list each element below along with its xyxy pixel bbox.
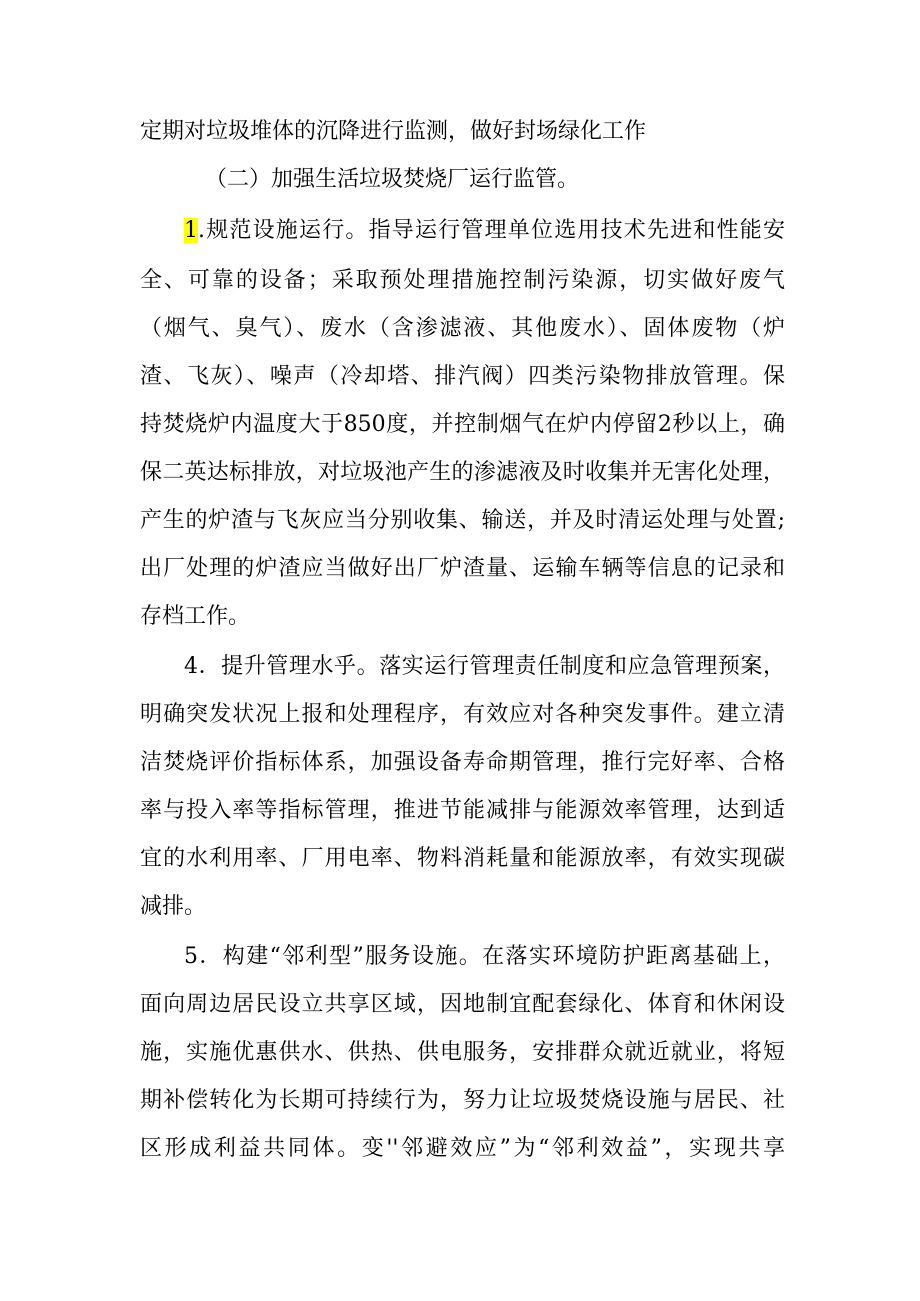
paragraph-line <box>140 748 785 778</box>
heading-text: （二）加强生活垃圾焚烧厂运行监管。 <box>205 167 580 192</box>
paragraph-line <box>140 362 785 392</box>
line-text: 减排。 <box>140 894 207 919</box>
item-1-first-line <box>184 216 785 246</box>
line-text: 出厂处理的炉渣应当做好出厂炉渣量、运输车辆等信息的记录和 <box>140 556 785 581</box>
line-text: 率与投入率等指标管理，推进节能减排与能源效率管理，达到适 <box>140 798 785 823</box>
line-text: 规范设施运行。指导运行管理单位选用技术先进和性能安 <box>205 218 785 243</box>
line-text: 明确突发状况上报和处理程序，有效应对各种突发事件。建立清 <box>140 702 785 727</box>
line-text: 施，实施优惠供水、供热、供电服务，安排群众就近就业，将短 <box>140 1040 785 1065</box>
paragraph-line <box>140 554 785 584</box>
line-text: 面向周边居民设立共享区域，因地制宜配套绿化、体育和休闲设 <box>140 992 785 1017</box>
item-5-first-line <box>184 942 785 972</box>
line-text: 存档工作。 <box>140 604 251 629</box>
paragraph-line <box>140 458 785 488</box>
item-number-period: . <box>198 218 205 243</box>
line-text: 4．提升管理水乎。落实运行管理责任制度和应急管理预案， <box>184 654 785 679</box>
paragraph-line <box>140 602 785 632</box>
line-text: 区形成利益共同体。变''邻避效应”为“邻利效益”，实现共享 <box>140 1136 785 1161</box>
paragraph-line <box>140 796 785 826</box>
paragraph-line <box>140 1134 785 1164</box>
paragraph-line <box>140 844 785 874</box>
line-text: 全、可靠的设备；采取预处理措施控制污染源，切实做好废气 <box>140 268 785 293</box>
highlighted-item-number: 1 <box>184 218 198 243</box>
paragraph-line <box>140 1086 785 1116</box>
paragraph-line <box>140 700 785 730</box>
item-4-first-line <box>184 652 785 682</box>
line-text: 洁焚烧评价指标体系，加强设备寿命期管理，推行完好率、合格 <box>140 750 785 775</box>
line-text: 保二英达标排放，对垃圾池产生的渗滤液及时收集并无害化处理， <box>140 460 785 485</box>
section-heading <box>205 165 785 195</box>
paragraph-line <box>140 892 785 922</box>
paragraph-line <box>140 266 785 296</box>
line-text: （烟气、臭气）、废水（含渗滤液、其他废水）、固体废物（炉 <box>140 316 785 341</box>
paragraph-line <box>140 410 785 440</box>
line-text: 期补偿转化为长期可持续行为，努力让垃圾焚烧设施与居民、社 <box>140 1088 785 1113</box>
line-text: 宜的水利用率、厂用电率、物料消耗量和能源放率，有效实现碳 <box>140 846 785 871</box>
paragraph-line <box>140 990 785 1020</box>
paragraph-line <box>140 314 785 344</box>
paragraph-line <box>140 117 785 147</box>
paragraph-line <box>140 506 785 536</box>
line-text: 持焚烧炉内温度大于850度，并控制烟气在炉内停留2秒以上，确 <box>140 412 785 437</box>
line-text: 定期对垃圾堆体的沉降进行监测，做好封场绿化工作 <box>140 119 647 144</box>
line-text: 产生的炉渣与飞灰应当分别收集、输送，并及时清运处理与处置; <box>140 508 785 533</box>
line-text: 渣、飞灰）、噪声（冷却塔、排汽阀）四类污染物排放管理。保 <box>140 364 785 389</box>
line-text: 5．构建“邻利型”服务设施。在落实环境防护距离基础上， <box>184 944 785 969</box>
paragraph-line <box>140 1038 785 1068</box>
